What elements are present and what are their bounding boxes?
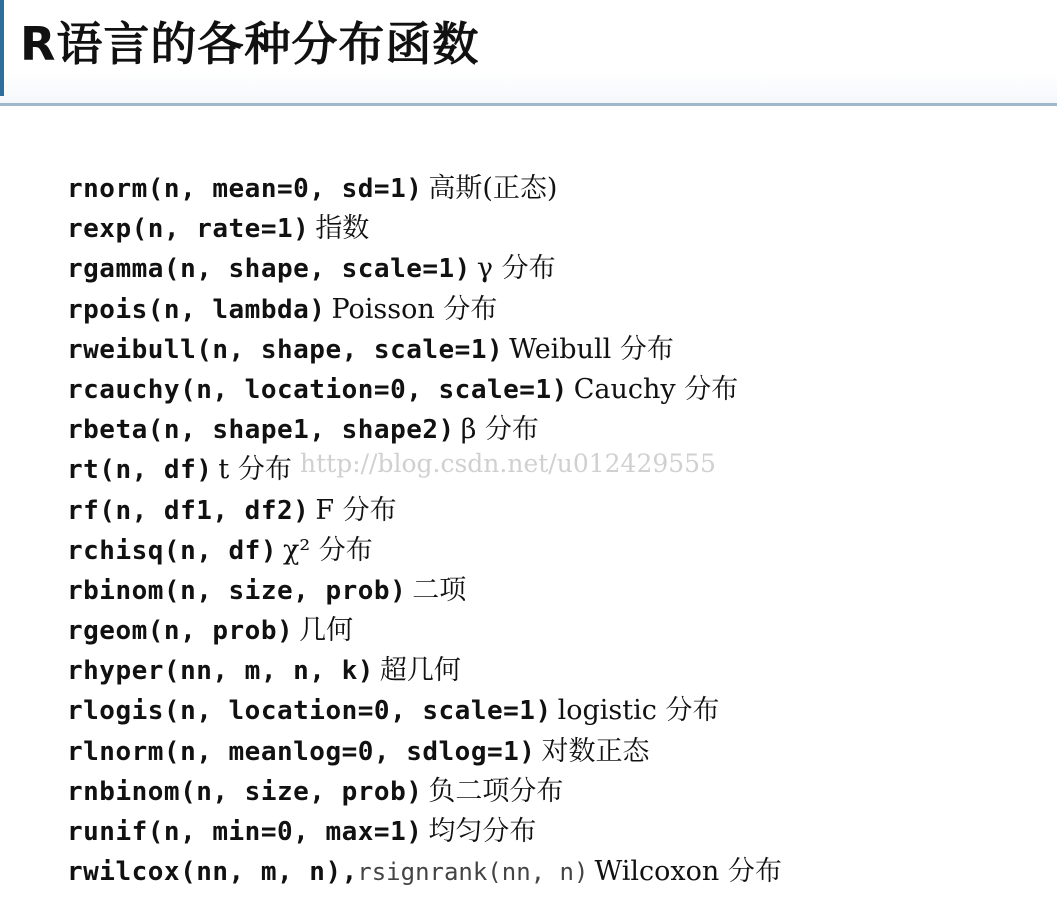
function-description: 二项 (412, 574, 467, 606)
function-call: rpois(n, lambda) (67, 294, 326, 325)
function-call: rlogis(n, location=0, scale=1) (67, 696, 552, 727)
watermark-url: http://blog.csdn.net/u012429555 (300, 449, 716, 478)
function-description: 指数 (315, 213, 370, 245)
function-call: rwilcox(nn, m, n) (67, 857, 342, 888)
function-call: rf(n, df1, df2) (67, 495, 310, 526)
function-description: Weibull 分布 (509, 333, 674, 365)
function-row-rpois (67, 289, 782, 329)
function-call: rgamma(n, shape, scale=1) (67, 254, 471, 285)
function-description: t 分布 (218, 454, 292, 486)
function-call: runif(n, min=0, max=1) (67, 817, 423, 847)
function-call-secondary: rsignrank(nn, n) (357, 858, 589, 887)
function-row-rbeta (67, 409, 782, 449)
function-row-rbinom (67, 570, 782, 610)
function-row-rnbinom (67, 771, 782, 811)
function-row-rlnorm (67, 731, 782, 771)
function-description: Cauchy 分布 (573, 373, 739, 405)
function-call: rweibull(n, shape, scale=1) (67, 334, 504, 365)
function-call: rchisq(n, df) (67, 535, 277, 566)
slide-header (0, 0, 1057, 104)
function-description: Poisson 分布 (331, 293, 498, 325)
function-row-rhyper (67, 650, 782, 690)
slide-title: R语言的各种分布函数 (20, 17, 480, 71)
function-row-rlogis (67, 690, 782, 730)
function-row-rexp (67, 208, 782, 248)
function-row-rwilcox (67, 851, 782, 891)
function-description: logistic 分布 (557, 695, 720, 727)
distribution-function-list (67, 168, 782, 891)
function-call: rbeta(n, shape1, shape2) (67, 415, 455, 446)
function-row-rgeom (67, 610, 782, 650)
function-call: rbinom(n, size, prob) (67, 575, 407, 606)
call-separator: , (341, 857, 358, 888)
function-row-runif (67, 811, 782, 851)
function-description: 对数正态 (541, 735, 650, 767)
function-call: rhyper(nn, m, n, k) (67, 656, 374, 687)
function-description: χ² 分布 (283, 534, 373, 566)
function-call: rlnorm(n, meanlog=0, sdlog=1) (67, 736, 536, 767)
function-description: β 分布 (460, 414, 539, 446)
function-call: rnorm(n, mean=0, sd=1) (67, 174, 423, 204)
function-call: rt(n, df) (67, 455, 213, 486)
function-description: 均匀分布 (428, 816, 537, 847)
function-row-rcauchy (67, 369, 782, 409)
function-row-rchisq (67, 530, 782, 570)
function-call: rexp(n, rate=1) (67, 214, 310, 245)
header-accent-bar (0, 0, 4, 96)
function-description: γ 分布 (476, 253, 556, 285)
header-divider (0, 103, 1057, 106)
function-call: rcauchy(n, location=0, scale=1) (67, 374, 568, 405)
function-row-rf (67, 490, 782, 530)
function-description: F 分布 (315, 494, 397, 526)
function-description: 高斯(正态) (428, 173, 558, 204)
function-call: rnbinom(n, size, prob) (67, 776, 423, 807)
function-description: 超几何 (379, 655, 461, 687)
function-description: Wilcoxon 分布 (594, 856, 782, 888)
function-call: rgeom(n, prob) (67, 616, 294, 647)
function-row-rnorm (67, 168, 782, 208)
function-description: 负二项分布 (428, 775, 564, 807)
function-description: 几何 (299, 615, 354, 647)
function-row-rweibull (67, 329, 782, 369)
function-row-rgamma (67, 248, 782, 288)
